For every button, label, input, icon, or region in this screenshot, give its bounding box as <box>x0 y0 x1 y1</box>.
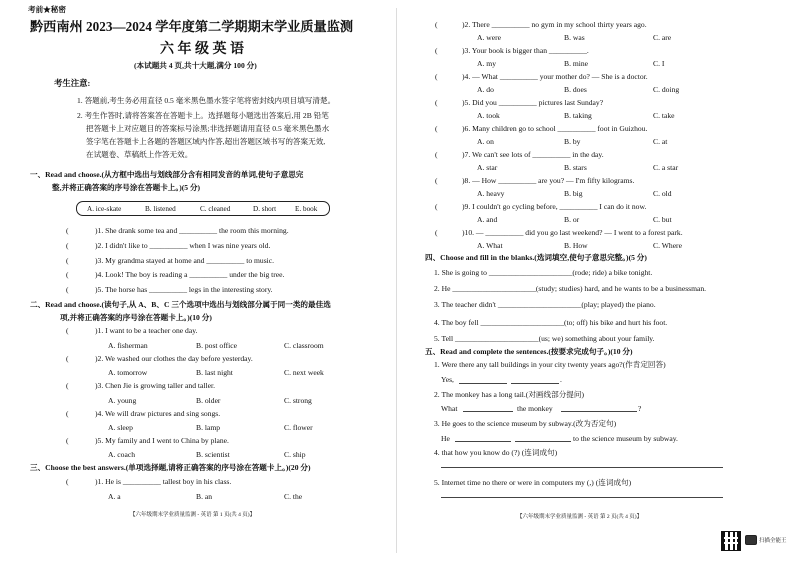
s3-q10-option-a: A. What <box>477 241 503 250</box>
section-2-title-cont: 项,并将正确答案的序号涂在答题卡上。)(10 分) <box>60 313 212 322</box>
s5-q1-answer-period: . <box>560 375 562 384</box>
s3-question-6: )6. Many children go to school __________ foot in Guizhou. <box>462 124 648 133</box>
s3-q6-option-c: C. at <box>653 137 668 146</box>
page-footer-left: 【六年级期末学业质量监测 - 英语 第 1 页(共 4 页)】 <box>130 512 256 518</box>
s5-q1-answer-blank-2[interactable] <box>511 383 559 384</box>
s5-q2-answer-what: What <box>441 404 458 413</box>
s3-q7-option-c: C. a star <box>653 163 679 172</box>
s3-q7-option-a: A. star <box>477 163 498 172</box>
s5-q3-answer-rest: to the science museum by subway. <box>573 434 678 443</box>
s2-q3-option-a: A. young <box>108 396 137 405</box>
s3-q1-option-b: B. an <box>196 492 213 501</box>
s1-question-4: )4. Look! The boy is reading a __________ under the big tree. <box>95 270 285 279</box>
s5-question-1: 1. Were there any tall buildings in your city twenty years ago?(作肯定回答) <box>434 360 666 369</box>
s5-q2-answer-blank-2[interactable] <box>561 411 637 412</box>
s3-q9-option-a: A. and <box>477 215 498 224</box>
s3-q3-option-a: A. my <box>477 59 496 68</box>
answer-paren[interactable]: ( <box>66 326 69 335</box>
s1-question-5: )5. The horse has __________ legs in the interesting story. <box>95 285 273 294</box>
answer-paren[interactable]: ( <box>66 409 69 418</box>
s5-q3-answer-blank-1[interactable] <box>455 441 511 442</box>
notice-line-2c: 签字笔在答题卡上各题的答题区域内作答,超出答题区域书写的答案无效, <box>86 137 326 146</box>
section-1-title-cont: 整,并将正确答案的序号涂在答题卡上。)(5 分) <box>52 183 201 192</box>
word-option-c: C. cleaned <box>200 205 231 213</box>
s2-q2-option-a: A. tomorrow <box>108 368 148 377</box>
exam-title: 黔西南州 2023—2024 学年度第二学期期末学业质量监测 <box>30 19 354 34</box>
s3-q3-option-b: B. mine <box>564 59 589 68</box>
s3-q7-option-b: B. stars <box>564 163 587 172</box>
answer-paren[interactable]: ( <box>66 354 69 363</box>
s3-q2-option-a: A. were <box>477 33 502 42</box>
secret-tag: 考前★秘密 <box>28 5 66 14</box>
answer-paren[interactable]: ( <box>66 381 69 390</box>
answer-paren[interactable]: ( <box>435 124 438 133</box>
s2-q4-option-c: C. flower <box>284 423 313 432</box>
s3-q5-option-c: C. take <box>653 111 675 120</box>
s5-question-4: 4. that how you know do (?) (连词成句) <box>434 448 558 457</box>
s3-q10-option-b: B. How <box>564 241 588 250</box>
s5-q3-answer-he: He <box>441 434 450 443</box>
s3-question-7: )7. We can't see lots of __________ in the day. <box>462 150 604 159</box>
s3-q5-option-b: B. taking <box>564 111 592 120</box>
notice-line-1: 1. 答题前,考生务必用直径 0.5 毫米黑色墨水签字笔将密封线内项目填写清楚。 <box>77 96 336 105</box>
s2-question-5: )5. My family and I went to China by plane. <box>95 436 229 445</box>
s5-question-3: 3. He goes to the science museum by subway.(改为否定句) <box>434 419 617 428</box>
section-1-title: 一、Read and choose.(从方框中选出与划线部分含有相同发音的单词,使句子意思完 <box>30 170 304 179</box>
s2-question-2: )2. We washed our clothes the day before yesterday. <box>95 354 253 363</box>
word-option-a: A. ice-skate <box>87 205 122 213</box>
s2-q1-option-c: C. classroom <box>284 341 324 350</box>
s5-q5-answer-line[interactable] <box>441 497 723 498</box>
s3-question-1: )1. He is __________ tallest boy in his class. <box>95 477 232 486</box>
section-2-title: 二、Read and choose.(读句子,从 A、B、C 三个选项中选出与划线部分属于同一类的最佳选 <box>30 300 331 309</box>
s3-question-10: )10. — __________ did you go last weekend? — I went to a forest park. <box>462 228 683 237</box>
exam-scope: (本试题共 4 页,共十大题,满分 100 分) <box>134 61 257 70</box>
answer-paren[interactable]: ( <box>66 270 69 279</box>
s3-q9-option-b: B. or <box>564 215 580 224</box>
s2-q4-option-b: B. lamp <box>196 423 221 432</box>
exam-page-right <box>397 0 794 561</box>
s3-q10-option-c: C. Where <box>653 241 682 250</box>
s3-question-3: )3. Your book is bigger than __________. <box>462 46 589 55</box>
answer-paren[interactable]: ( <box>435 46 438 55</box>
s4-question-5: 5. Tell ______________________(us; we) something about your family. <box>434 334 655 343</box>
scanner-watermark: 扫描全能王 <box>759 538 787 544</box>
s5-q2-answer-monkey: the monkey <box>517 404 553 413</box>
answer-paren[interactable]: ( <box>66 256 69 265</box>
answer-paren[interactable]: ( <box>66 285 69 294</box>
s2-question-3: )3. Chen Jie is growing taller and taller. <box>95 381 215 390</box>
answer-paren[interactable]: ( <box>435 228 438 237</box>
answer-paren[interactable]: ( <box>435 202 438 211</box>
s3-q4-option-b: B. does <box>564 85 587 94</box>
notice-line-2a: 2. 考生作答时,请将答案答在答题卡上。选择题每小题选出答案后,用 2B 铅笔 <box>77 111 329 120</box>
answer-paren[interactable]: ( <box>66 226 69 235</box>
s3-q8-option-b: B. big <box>564 189 583 198</box>
s3-question-8: )8. — How __________ are you? — I'm fifty kilograms. <box>462 176 635 185</box>
s3-q8-option-a: A. heavy <box>477 189 505 198</box>
s3-q2-option-b: B. was <box>564 33 585 42</box>
s3-q3-option-c: C. I <box>653 59 665 68</box>
page-footer-right: 【六年级期末学业质量监测 - 英语 第 2 页(共 4 页)】 <box>517 514 643 520</box>
s1-question-3: )3. My grandma stayed at home and __________ to music. <box>95 256 275 265</box>
notice-line-2b: 把答题卡上对应题目的答案标号涂黑;非选择题请用直径 0.5 毫米黑色墨水 <box>86 124 330 133</box>
s2-question-1: )1. I want to be a teacher one day. <box>95 326 198 335</box>
s5-q1-answer-prefix: Yes, <box>441 375 454 384</box>
s5-q3-answer-blank-2[interactable] <box>515 441 571 442</box>
s3-question-2: )2. There __________ no gym in my school thirty years ago. <box>462 20 647 29</box>
s5-question-5: 5. Internet time no there or were in computers my (,) (连词成句) <box>434 478 632 487</box>
word-option-e: E. book <box>295 205 318 213</box>
s2-q3-option-b: B. older <box>196 396 221 405</box>
scanner-logo-icon <box>745 535 757 545</box>
s2-q3-option-c: C. strong <box>284 396 312 405</box>
answer-paren[interactable]: ( <box>435 20 438 29</box>
s3-q1-option-a: A. a <box>108 492 121 501</box>
s1-question-1: )1. She drank some tea and __________ the room this morning. <box>95 226 289 235</box>
s5-question-2: 2. The monkey has a long tail.(对画线部分提问) <box>434 390 585 399</box>
notice-line-2d: 在试题卷、草稿纸上作答无效。 <box>86 150 193 159</box>
s2-question-4: )4. We will draw pictures and sing songs. <box>95 409 221 418</box>
section-3-title: 三、Choose the best answers.(单项选择题,请将正确答案的序号涂在答题卡上。)(20 分) <box>30 463 311 472</box>
s3-q4-option-c: C. doing <box>653 85 680 94</box>
section-4-title: 四、Choose and fill in the blanks.(选词填空,使句子意思完整。)(5 分) <box>425 253 647 262</box>
answer-paren[interactable]: ( <box>435 72 438 81</box>
s4-question-2: 2. He ______________________(study; studies) hard, and he wants to be a businessman. <box>434 284 707 293</box>
s2-q2-option-b: B. last night <box>196 368 233 377</box>
answer-paren[interactable]: ( <box>435 176 438 185</box>
answer-paren[interactable]: ( <box>435 98 438 107</box>
s2-q1-option-b: B. post office <box>196 341 237 350</box>
s2-q2-option-c: C. next week <box>284 368 324 377</box>
s5-q2-answer-qmark: ? <box>638 404 642 413</box>
answer-paren[interactable]: ( <box>435 150 438 159</box>
s3-question-9: )9. I couldn't go cycling before, __________ I can do it now. <box>462 202 647 211</box>
answer-paren[interactable]: ( <box>66 436 69 445</box>
s3-q6-option-b: B. by <box>564 137 581 146</box>
s3-question-4: )4. — What __________ your mother do? — She is a doctor. <box>462 72 648 81</box>
s4-question-3: 3. The teacher didn't ______________________(play; played) the piano. <box>434 300 656 309</box>
s2-q1-option-a: A. fisherman <box>108 341 148 350</box>
qr-code-icon <box>722 532 740 550</box>
s3-q4-option-a: A. do <box>477 85 494 94</box>
answer-paren[interactable]: ( <box>66 241 69 250</box>
s3-q6-option-a: A. on <box>477 137 494 146</box>
s3-q5-option-a: A. took <box>477 111 500 120</box>
s5-q1-answer-blank-1[interactable] <box>459 383 507 384</box>
s2-q5-option-c: C. ship <box>284 450 306 459</box>
word-choice-box <box>76 201 330 216</box>
s2-q4-option-a: A. sleep <box>108 423 133 432</box>
s3-q9-option-c: C. but <box>653 215 672 224</box>
word-option-b: B. listened <box>145 205 176 213</box>
s4-question-4: 4. The boy fell ______________________(to; off) his bike and hurt his foot. <box>434 318 668 327</box>
subject-title: 六 年 级 英 语 <box>160 42 244 57</box>
section-5-title: 五、Read and complete the sentences.(按要求完成句子。)(10 分) <box>425 347 633 356</box>
s3-q1-option-c: C. the <box>284 492 303 501</box>
s3-question-5: )5. Did you __________ pictures last Sunday? <box>462 98 604 107</box>
s3-q2-option-c: C. are <box>653 33 672 42</box>
s4-question-1: 1. She is going to ______________________(rode; ride) a bike tonight. <box>434 268 653 277</box>
notice-heading: 考生注意: <box>54 79 91 88</box>
s5-q4-answer-line[interactable] <box>441 467 723 468</box>
answer-paren[interactable]: ( <box>66 477 69 486</box>
s5-q2-answer-blank-1[interactable] <box>463 411 513 412</box>
s2-q5-option-b: B. scientist <box>196 450 230 459</box>
s2-q5-option-a: A. coach <box>108 450 135 459</box>
s1-question-2: )2. I didn't like to __________ when I was nine years old. <box>95 241 271 250</box>
s3-q8-option-c: C. old <box>653 189 672 198</box>
word-option-d: D. short <box>253 205 277 213</box>
